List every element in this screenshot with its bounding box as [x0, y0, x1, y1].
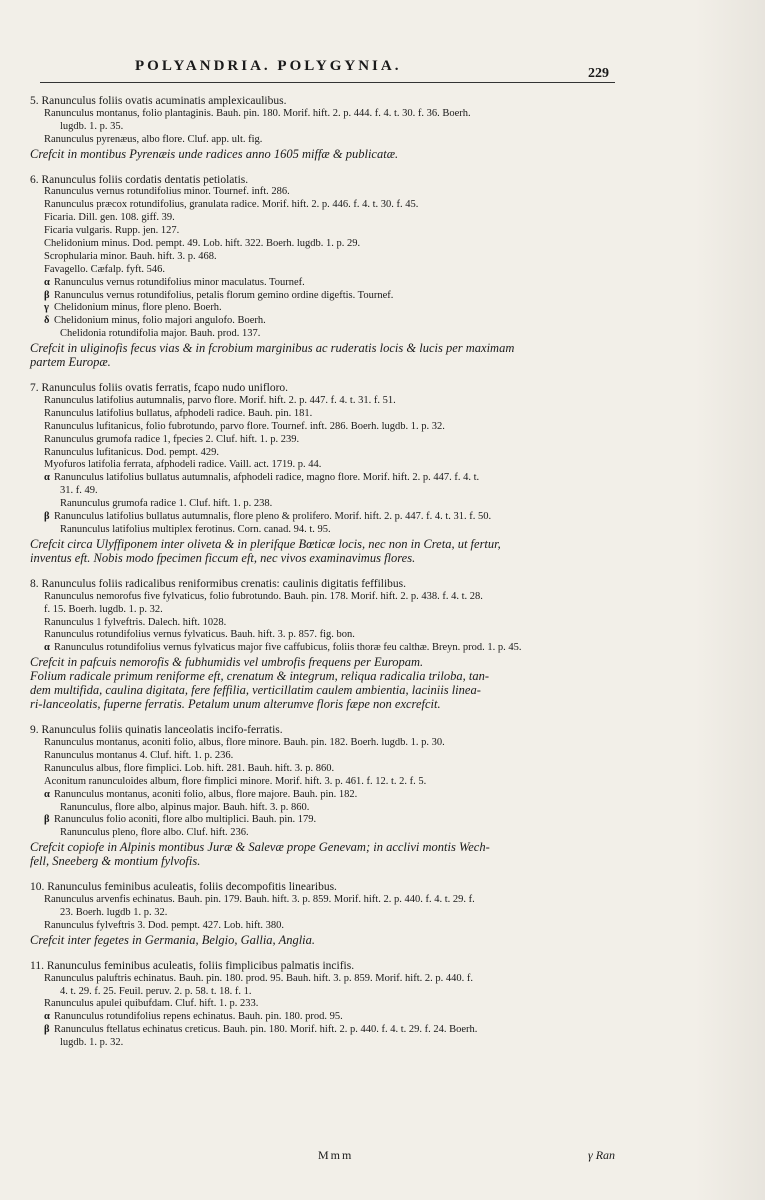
synonym-line	[30, 629, 625, 642]
synonym-line	[30, 1037, 625, 1050]
entry-heading	[30, 95, 625, 108]
page-number: 229	[588, 66, 609, 81]
line-text: Ranunculus 1 fylveftris. Dalech. hift. 1028.	[44, 616, 227, 628]
synonym-line	[30, 591, 625, 604]
synonym-line	[30, 894, 625, 907]
line-text: 10. Ranunculus feminibus aculeatis, foliis decompofitis linearibus.	[30, 881, 337, 894]
line-text: Aconitum ranunculoides album, flore fimplici minore. Morif. hift. 3. p. 461. f. 12. t. 2. f. 5.	[44, 775, 427, 787]
line-text: Ranunculus pyrenæus, albo flore. Cluf. app. ult. fig.	[44, 133, 263, 145]
entry-heading	[30, 578, 625, 591]
page-edge-shading	[695, 0, 765, 1200]
line-text: Ranunculus latifolius bullatus, afphodeli radice. Bauh. pin. 181.	[44, 407, 313, 419]
variety-line	[30, 511, 625, 524]
variety-line	[30, 472, 625, 485]
signature-mark: Mmm	[318, 1148, 354, 1162]
synonym-line	[30, 524, 625, 537]
line-text: Myofuros latifolia ferrata, afphodeli radice. Vaill. act. 1719. p. 44.	[44, 459, 322, 471]
line-text: Crefcit copiofe in Alpinis montibus Juræ & Salevæ prope Genevam; in acclivi montis Wech-	[30, 840, 490, 855]
line-text: Ranunculus grumofa radice 1. Cluf. hift. 1. p. 238.	[60, 498, 273, 510]
line-text: Ranunculus montanus, aconiti folio, albus, flore minore. Bauh. pin. 182. Boerh. lugdb. 1. p. 30.	[44, 737, 445, 749]
synonym-line	[30, 212, 625, 225]
catchword: γ Ran	[588, 1148, 616, 1162]
synonym-line	[30, 802, 625, 815]
synonym-line	[30, 604, 625, 617]
habitat-note	[30, 840, 625, 854]
variety-line	[30, 290, 625, 303]
species-entry	[30, 578, 625, 711]
synonym-line	[30, 395, 625, 408]
line-text: Chelidonium minus, folio majori angulofo. Boerh.	[54, 315, 266, 327]
running-head: POLYANDRIA. POLYGYNIA.	[135, 58, 402, 74]
synonym-line	[30, 907, 625, 920]
line-text: Folium radicale primum reniforme eft, crenatum & integrum, reliqua radicalia triloba, tan-	[30, 669, 489, 684]
line-text: Ranunculus paluftris echinatus. Bauh. pin. 180. prod. 95. Bauh. hift. 3. p. 859. Morif. hift. 2. p. 440. f.	[44, 972, 473, 984]
synonym-line	[30, 763, 625, 776]
variety-marker: β	[44, 1024, 50, 1036]
line-text: Ranunculus ftellatus echinatus creticus. Bauh. pin. 180. Morif. hift. 2. p. 440. f. 4. t. 29. f. 24. Boerh.	[54, 1024, 478, 1036]
line-text: 23. Boerh. lugdb 1. p. 32.	[60, 906, 168, 918]
habitat-note	[30, 669, 625, 683]
line-text: Ranunculus latifolius autumnalis, parvo flore. Morif. hift. 2. p. 447. f. 4. t. 31. f. 51.	[44, 395, 396, 407]
synonym-line	[30, 827, 625, 840]
line-text: Ranunculus vernus rotundifolius, petalis florum gemino ordine digeftis. Tournef.	[54, 289, 394, 301]
habitat-note	[30, 655, 625, 669]
variety-marker: α	[44, 1011, 50, 1023]
synonym-line	[30, 328, 625, 341]
synonym-line	[30, 186, 625, 199]
line-text: Ranunculus latifolius bullatus autumnalis, flore pleno & prolifero. Morif. hift. 2. p. 447. f. 4. t. 31. f. 50.	[54, 511, 492, 523]
synonym-line	[30, 264, 625, 277]
synonym-line	[30, 199, 625, 212]
synonym-line	[30, 485, 625, 498]
entry-heading	[30, 724, 625, 737]
synonym-line	[30, 973, 625, 986]
line-text: 8. Ranunculus foliis radicalibus reniformibus crenatis: caulinis digitatis feffilibus.	[30, 577, 407, 590]
line-text: Ranunculus albus, flore fimplici. Lob. hift. 281. Bauh. hift. 3. p. 860.	[44, 762, 335, 774]
line-text: Crefcit inter fegetes in Germania, Belgio, Gallia, Anglia.	[30, 932, 316, 947]
species-entry	[30, 724, 625, 868]
line-text: Ranunculus latifolius bullatus autumnalis, afphodeli radice, magno flore. Morif. hift. 2. p. 447. f. 4. t.	[54, 472, 480, 484]
line-text: partem Europæ.	[30, 355, 111, 370]
variety-marker: α	[44, 788, 50, 800]
line-text: 31. f. 49.	[60, 485, 98, 497]
habitat-note	[30, 933, 625, 947]
line-text: Scrophularia minor. Bauh. hift. 3. p. 468.	[44, 250, 217, 262]
synonym-line	[30, 737, 625, 750]
variety-line	[30, 277, 625, 290]
variety-marker: β	[44, 814, 50, 826]
line-text: Crefcit in uliginofis fecus vias & in fcrobium marginibus ac ruderatis locis & lucis per maximam	[30, 341, 515, 356]
line-text: Crefcit circa Ulyffiponem inter oliveta & in plerifque Bœticæ locis, nec non in Creta, ut fertur,	[30, 536, 501, 551]
line-text: Chelidonium minus, flore pleno. Boerh.	[54, 302, 222, 314]
line-text: Crefcit in montibus Pyrenæis unde radices anno 1605 miffæ & publicatæ.	[30, 146, 399, 161]
synonym-line	[30, 251, 625, 264]
line-text: dem multifida, caulina digitata, fere feffilia, verticillatim caulem ambientia, laciniis linea-	[30, 683, 481, 698]
synonym-line	[30, 225, 625, 238]
synonym-line	[30, 998, 625, 1011]
line-text: Ranunculus rotundifolius repens echinatus. Bauh. pin. 180. prod. 95.	[54, 1011, 343, 1023]
line-text: Ranunculus arvenfis echinatus. Bauh. pin. 179. Bauh. hift. 3. p. 859. Morif. hift. 2. p. 440. f. 4. t. 29. f.	[44, 894, 475, 906]
line-text: inventus eft. Nobis modo fpecimen ficcum eft, nec vivos examinavimus flores.	[30, 550, 416, 565]
habitat-note	[30, 537, 625, 551]
variety-line	[30, 1011, 625, 1024]
synonym-line	[30, 121, 625, 134]
line-text: 11. Ranunculus feminibus aculeatis, foliis fimplicibus palmatis incifis.	[30, 959, 355, 972]
line-text: 7. Ranunculus foliis ovatis ferratis, fcapo nudo unifloro.	[30, 382, 289, 395]
line-text: Ficaria. Dill. gen. 108. giff. 39.	[44, 212, 175, 224]
species-entry	[30, 382, 625, 565]
synonym-line	[30, 750, 625, 763]
line-text: Crefcit in pafcuis nemorofis & fubhumidis vel umbrofis frequens per Europam.	[30, 655, 424, 670]
species-entry	[30, 174, 625, 370]
line-text: Chelidonium minus. Dod. pempt. 49. Lob. hift. 322. Boerh. lugdb. 1. p. 29.	[44, 238, 361, 250]
line-text: Ranunculus rotundifolius vernus fylvaticus. Bauh. hift. 3. p. 857. fig. bon.	[44, 629, 355, 641]
body-text	[30, 95, 625, 1063]
line-text: f. 15. Boerh. lugdb. 1. p. 32.	[44, 603, 163, 615]
line-text: 5. Ranunculus foliis ovatis acuminatis amplexicaulibus.	[30, 95, 287, 107]
variety-line	[30, 814, 625, 827]
line-text: Ficaria vulgaris. Rupp. jen. 127.	[44, 225, 180, 237]
habitat-note	[30, 697, 625, 711]
line-text: Ranunculus nemorofus five fylvaticus, folio fubrotundo. Bauh. pin. 178. Morif. hift. 2. p. 438. f. 4. t. 28.	[44, 590, 483, 602]
line-text: Ranunculus fylveftris 3. Dod. pempt. 427. Lob. hift. 380.	[44, 919, 285, 931]
synonym-line	[30, 447, 625, 460]
header-rule	[40, 82, 615, 83]
entry-heading	[30, 881, 625, 894]
species-entry	[30, 95, 625, 161]
variety-line	[30, 302, 625, 315]
line-text: Ranunculus, flore albo, alpinus major. Bauh. hift. 3. p. 860.	[60, 801, 310, 813]
variety-line	[30, 789, 625, 802]
line-text: Ranunculus rotundifolius vernus fylvaticus major five caffubicus, foliis thoræ feu calthæ. Breyn. prod. 1. p. 45.	[54, 642, 522, 654]
variety-marker: α	[44, 472, 50, 484]
line-text: Ranunculus latifolius multiplex ferotinus. Corn. canad. 94. t. 95.	[60, 523, 331, 535]
synonym-line	[30, 108, 625, 121]
species-entry	[30, 960, 625, 1050]
synonym-line	[30, 986, 625, 999]
synonym-line	[30, 434, 625, 447]
line-text: fell, Sneeberg & montium fylvofis.	[30, 854, 201, 869]
line-text: Ranunculus lufitanicus, folio fubrotundo, parvo flore. Tournef. inft. 286. Boerh. lugdb. 1. p. 32.	[44, 420, 445, 432]
line-text: Ranunculus lufitanicus. Dod. pempt. 429.	[44, 446, 219, 458]
synonym-line	[30, 617, 625, 630]
synonym-line	[30, 920, 625, 933]
synonym-line	[30, 408, 625, 421]
line-text: 9. Ranunculus foliis quinatis lanceolatis incifo-ferratis.	[30, 724, 283, 737]
variety-marker: γ	[44, 302, 49, 314]
synonym-line	[30, 776, 625, 789]
line-text: Favagello. Cæfalp. fyft. 546.	[44, 263, 166, 275]
variety-marker: β	[44, 511, 50, 523]
line-text: Ranunculus montanus 4. Cluf. hift. 1. p. 236.	[44, 749, 234, 761]
line-text: Ranunculus apulei quibufdam. Cluf. hift. 1. p. 233.	[44, 998, 259, 1010]
line-text: Ranunculus folio aconiti, flore albo multiplici. Bauh. pin. 179.	[54, 814, 317, 826]
line-text: Ranunculus pleno, flore albo. Cluf. hift. 236.	[60, 827, 249, 839]
line-text: lugdb. 1. p. 35.	[60, 120, 124, 132]
line-text: Ranunculus vernus rotundifolius minor maculatus. Tournef.	[54, 276, 305, 288]
entry-heading	[30, 174, 625, 187]
synonym-line	[30, 498, 625, 511]
habitat-note	[30, 683, 625, 697]
variety-marker: α	[44, 642, 50, 654]
habitat-note	[30, 551, 625, 565]
variety-line	[30, 1024, 625, 1037]
habitat-note	[30, 854, 625, 868]
line-text: Chelidonia rotundifolia major. Bauh. prod. 137.	[60, 328, 261, 340]
habitat-note	[30, 341, 625, 355]
line-text: 4. t. 29. f. 25. Feuil. peruv. 2. p. 58. t. 18. f. 1.	[60, 985, 252, 997]
variety-line	[30, 642, 625, 655]
entry-heading	[30, 382, 625, 395]
line-text: Ranunculus montanus, aconiti folio, albus, flore majore. Bauh. pin. 182.	[54, 788, 358, 800]
synonym-line	[30, 421, 625, 434]
variety-line	[30, 315, 625, 328]
line-text: Ranunculus vernus rotundifolius minor. Tournef. inft. 286.	[44, 186, 290, 198]
variety-marker: β	[44, 289, 50, 301]
variety-marker: δ	[44, 315, 50, 327]
synonym-line	[30, 459, 625, 472]
line-text: Ranunculus montanus, folio plantaginis. Bauh. pin. 180. Morif. hift. 2. p. 444. f. 4. t. 30. f. 36. Boerh.	[44, 107, 471, 119]
variety-marker: α	[44, 276, 50, 288]
line-text: Ranunculus præcox rotundifolius, granulata radice. Morif. hift. 2. p. 446. f. 4. t. 30. f. 45.	[44, 199, 419, 211]
habitat-note	[30, 355, 625, 369]
line-text: lugdb. 1. p. 32.	[60, 1037, 124, 1049]
line-text: ri-lanceolatis, fuperne ferratis. Petalum unum alterumve floris fæpe non excrefcit.	[30, 697, 441, 712]
synonym-line	[30, 134, 625, 147]
entry-heading	[30, 960, 625, 973]
line-text: 6. Ranunculus foliis cordatis dentatis petiolatis.	[30, 173, 249, 186]
species-entry	[30, 881, 625, 947]
line-text: Ranunculus grumofa radice 1, fpecies 2. Cluf. hift. 1. p. 239.	[44, 433, 300, 445]
synonym-line	[30, 238, 625, 251]
habitat-note	[30, 147, 625, 161]
